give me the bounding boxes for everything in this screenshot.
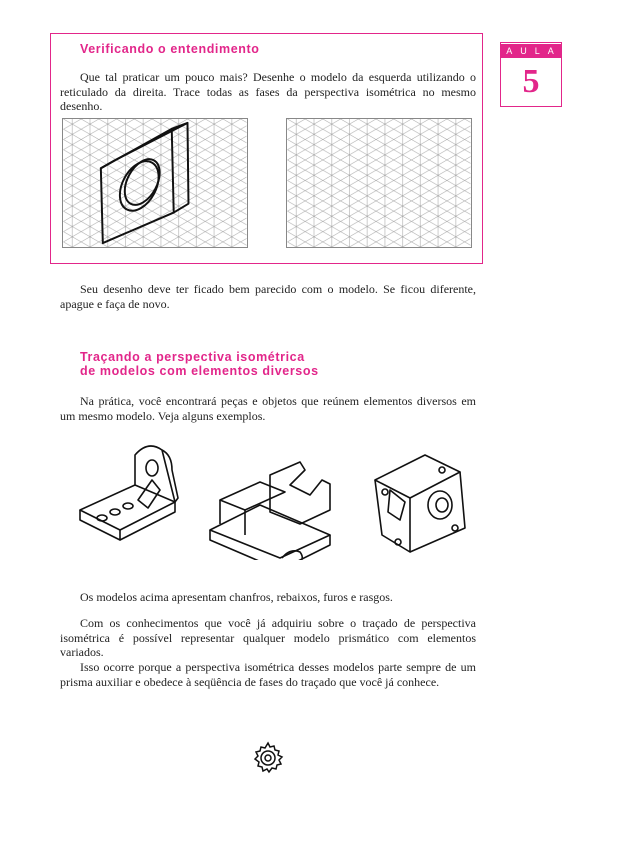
aula-number: 5 [522, 63, 540, 100]
model-bracket-drawing [80, 446, 178, 540]
section-title-line1: Traçando a perspectiva isométrica [80, 350, 305, 364]
model-stepped-block-drawing [210, 462, 330, 560]
aula-label: AULA [500, 44, 562, 58]
model-flange-block-drawing [375, 455, 465, 552]
gear-icon [250, 740, 286, 776]
practice-grid[interactable] [286, 118, 472, 248]
paragraph-3: Isso ocorre porque a perspectiva isométrica desses modelos parte sempre de um prisma auxiliar e obedece à seqüência de fases do traçado que você já conhece. [60, 660, 476, 689]
section-intro: Na prática, você encontrará peças e objetos que reúnem elementos diversos em um mesmo modelo. Veja alguns exemplos. [60, 394, 476, 423]
paragraph-2: Com os conhecimentos que você já adquiriu sobre o traçado de perspectiva isométrica é possível representar qualquer modelo prismático com elementos variados. [60, 616, 476, 659]
exercise-text: Que tal praticar um pouco mais? Desenhe o modelo da esquerda utilizando o reticulado da direita. Trace todas as fases da perspectiva isométrica no mesmo desenho. [60, 70, 476, 113]
exercise-title: Verificando o entendimento [80, 42, 260, 56]
section-title-line2: de modelos com elementos diversos [80, 364, 319, 378]
model-grid [62, 118, 248, 248]
paragraph-1: Os modelos acima apresentam chanfros, rebaixos, furos e rasgos. [80, 590, 393, 604]
example-models [60, 440, 480, 560]
after-exercise-text: Seu desenho deve ter ficado bem parecido com o modelo. Se ficou diferente, apague e faça de novo. [60, 282, 476, 311]
